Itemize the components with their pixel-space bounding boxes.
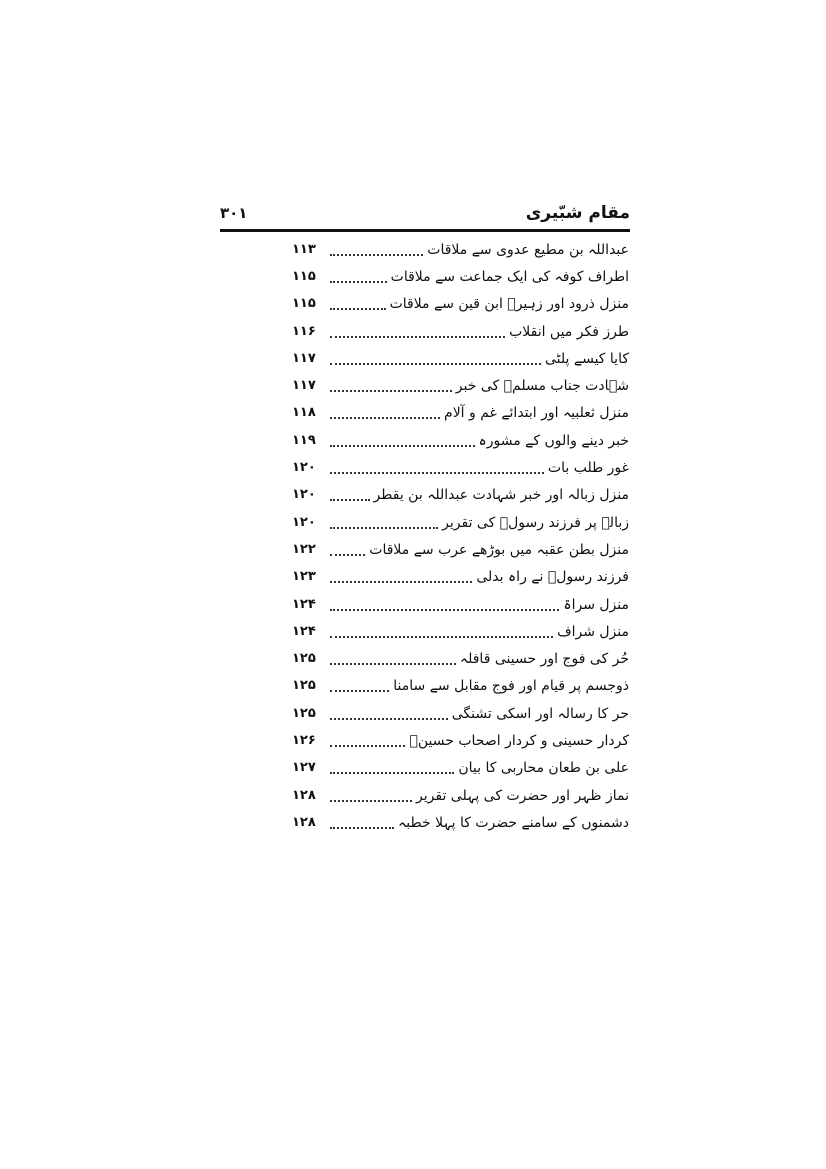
toc-entry-title: عبداللہ بن مطیع عدوی سے ملاقات bbox=[427, 241, 629, 258]
header-rule bbox=[220, 229, 630, 232]
toc-row bbox=[292, 673, 629, 700]
toc-entry-page: ۱۲۳ bbox=[292, 569, 316, 585]
toc-entry-page: ۱۱۳ bbox=[292, 241, 316, 257]
toc-row bbox=[292, 564, 629, 591]
toc-entry-title: زبالہ پر فرزند رسولؐ کی تقریر bbox=[442, 514, 629, 531]
toc-entry-page: ۱۲۴ bbox=[292, 596, 316, 612]
toc-row bbox=[292, 782, 629, 809]
toc-entry-title: حر کا رسالہ اور اسکی تشنگی bbox=[451, 705, 629, 722]
toc-row bbox=[292, 645, 629, 672]
toc-leader-dots bbox=[330, 690, 389, 692]
toc-row bbox=[292, 236, 629, 263]
toc-row bbox=[292, 482, 629, 509]
toc-entry-page: ۱۲۵ bbox=[292, 651, 316, 667]
toc-entry-page: ۱۲۵ bbox=[292, 678, 316, 694]
toc-entry-title: خبر دینے والوں کے مشورہ bbox=[478, 432, 629, 449]
toc-row bbox=[292, 509, 629, 536]
toc-row bbox=[292, 454, 629, 481]
toc-entry-page: ۱۱۵ bbox=[292, 296, 316, 312]
toc-row bbox=[292, 372, 629, 399]
book-title: مقام شبّیری bbox=[525, 203, 630, 223]
toc-leader-dots bbox=[330, 745, 405, 747]
toc-entry-page: ۱۲۶ bbox=[292, 732, 316, 748]
toc-entry-page: ۱۲۸ bbox=[292, 787, 316, 803]
toc-entry-title: ذوجسم پر قیام اور فوج مقابل سے سامنا bbox=[393, 678, 629, 695]
toc-row bbox=[292, 536, 629, 563]
toc-leader-dots bbox=[330, 581, 472, 583]
toc-leader-dots bbox=[330, 445, 475, 447]
toc-row bbox=[292, 618, 629, 645]
toc-row bbox=[292, 591, 629, 618]
toc-leader-dots bbox=[330, 827, 394, 829]
toc-entry-page: ۱۱۷ bbox=[292, 350, 316, 366]
toc-entry-title: شہادت جناب مسلمؑ کی خبر bbox=[455, 378, 629, 395]
toc-leader-dots bbox=[330, 800, 412, 802]
toc-entry-page: ۱۲۵ bbox=[292, 705, 316, 721]
toc-row bbox=[292, 291, 629, 318]
toc-leader-dots bbox=[330, 636, 553, 638]
toc-leader-dots bbox=[330, 499, 370, 501]
toc-entry-page: ۱۱۵ bbox=[292, 268, 316, 284]
toc-entry-page: ۱۱۷ bbox=[292, 378, 316, 394]
toc-entry-page: ۱۲۲ bbox=[292, 541, 316, 557]
toc-entry-page: ۱۲۷ bbox=[292, 760, 316, 776]
toc-entry-page: ۱۱۹ bbox=[292, 432, 316, 448]
toc-entry-title: طرز فکر میں انقلاب bbox=[509, 323, 629, 340]
toc-leader-dots bbox=[330, 417, 440, 419]
toc-row bbox=[292, 345, 629, 372]
toc-entry-page: ۱۲۰ bbox=[292, 487, 316, 503]
toc-entry-title: غور طلب بات bbox=[547, 460, 629, 477]
toc-entry-title: منزل زبالہ اور خبر شہادت عبداللہ بن یقطر bbox=[373, 487, 629, 504]
toc-entry-title: اطراف کوفہ کی ایک جماعت سے ملاقات bbox=[390, 268, 629, 285]
toc-entry-page: ۱۲۰ bbox=[292, 514, 316, 530]
page-number: ۳۰۱ bbox=[220, 204, 248, 222]
toc-entry-title: منزل ثعلبیہ اور ابتدائے غم و آلام bbox=[444, 405, 629, 422]
toc-entry-title: حُر کی فوج اور حسینی قافلہ bbox=[459, 651, 629, 668]
toc-leader-dots bbox=[330, 390, 452, 392]
toc-row bbox=[292, 400, 629, 427]
toc-entry-page: ۱۲۸ bbox=[292, 814, 316, 830]
toc-leader-dots bbox=[330, 281, 387, 283]
toc-entry-title: منزل سراۃ bbox=[563, 596, 629, 613]
toc-entry-title: نماز ظہر اور حضرت کی پہلی تقریر bbox=[416, 787, 629, 804]
table-of-contents bbox=[292, 236, 629, 837]
toc-leader-dots bbox=[330, 254, 423, 256]
toc-entry-page: ۱۱۸ bbox=[292, 405, 316, 421]
toc-leader-dots bbox=[330, 554, 365, 556]
toc-entry-title: کایا کیسے پلٹی bbox=[545, 350, 629, 367]
toc-entry-title: فرزند رسولؐ نے راہ بدلی bbox=[476, 569, 629, 586]
toc-row bbox=[292, 809, 629, 836]
toc-leader-dots bbox=[330, 363, 541, 365]
toc-leader-dots bbox=[330, 663, 456, 665]
toc-entry-title: منزل ذرود اور زہیرؓ ابن قین سے ملاقات bbox=[389, 296, 629, 313]
toc-row bbox=[292, 263, 629, 290]
toc-row bbox=[292, 427, 629, 454]
toc-entry-title: دشمنوں کے سامنے حضرت کا پہلا خطبہ bbox=[398, 814, 629, 831]
toc-leader-dots bbox=[330, 472, 544, 474]
toc-entry-title: منزل شراف bbox=[557, 623, 629, 640]
toc-entry-page: ۱۱۶ bbox=[292, 323, 316, 339]
toc-leader-dots bbox=[330, 308, 386, 310]
toc-leader-dots bbox=[330, 772, 454, 774]
toc-row bbox=[292, 318, 629, 345]
page-header bbox=[220, 200, 630, 230]
toc-leader-dots bbox=[330, 718, 448, 720]
toc-leader-dots bbox=[330, 336, 505, 338]
toc-entry-title: کردار حسینی و کردار اصحاب حسینؑ bbox=[409, 732, 629, 749]
toc-entry-title: علی بن طعان محاربی کا بیان bbox=[458, 760, 629, 777]
toc-row bbox=[292, 700, 629, 727]
toc-entry-title: منزل بطن عقبہ میں بوڑھے عرب سے ملاقات bbox=[369, 541, 629, 558]
toc-row bbox=[292, 727, 629, 754]
toc-leader-dots bbox=[330, 609, 559, 611]
toc-row bbox=[292, 755, 629, 782]
toc-entry-page: ۱۲۴ bbox=[292, 623, 316, 639]
toc-leader-dots bbox=[330, 527, 438, 529]
toc-entry-page: ۱۲۰ bbox=[292, 460, 316, 476]
